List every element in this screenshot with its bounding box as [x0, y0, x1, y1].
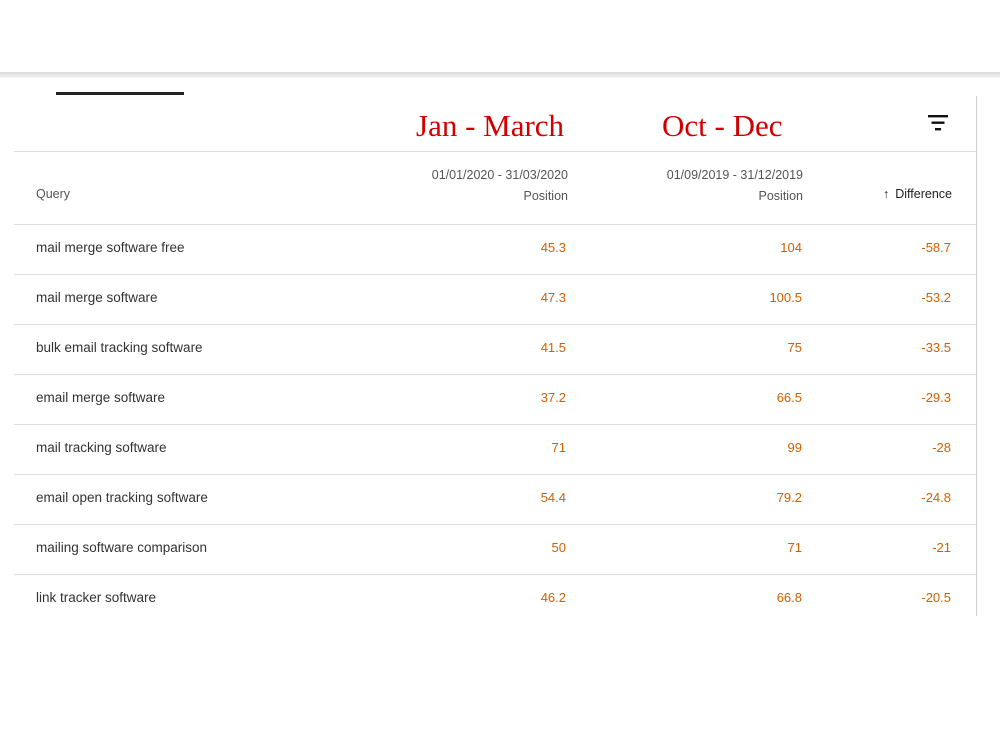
previous-position-cell: 71: [787, 540, 802, 555]
previous-position-cell: 104: [780, 240, 802, 255]
previous-position-cell: 100.5: [769, 290, 802, 305]
difference-cell: -24.8: [921, 490, 951, 505]
query-cell: email open tracking software: [36, 490, 208, 505]
active-tab-indicator: [56, 92, 184, 95]
table-row[interactable]: [14, 475, 976, 525]
filter-icon[interactable]: [928, 114, 948, 132]
annotation-jan-march: Jan - March: [416, 108, 565, 143]
difference-cell: -21: [932, 540, 951, 555]
annotation-oct-dec: Oct - Dec: [662, 108, 783, 143]
difference-cell: -20.5: [921, 590, 951, 605]
current-position-cell: 50: [551, 540, 566, 555]
table-row[interactable]: [14, 325, 976, 375]
current-period-metric: Position: [523, 189, 568, 203]
queries-table-card: [14, 96, 977, 616]
current-position-cell: 41.5: [540, 340, 566, 355]
query-cell: email merge software: [36, 390, 166, 405]
query-cell: mail tracking software: [36, 440, 167, 455]
current-position-cell: 54.4: [540, 490, 566, 505]
table-row[interactable]: [14, 275, 976, 325]
difference-cell: -58.7: [921, 240, 951, 255]
top-divider: [0, 72, 1000, 78]
current-position-cell: 45.3: [540, 240, 566, 255]
query-cell: mail merge software: [36, 290, 158, 305]
previous-position-cell: 99: [787, 440, 802, 455]
difference-cell: -33.5: [921, 340, 951, 355]
table-row[interactable]: [14, 525, 976, 575]
previous-period-metric: Position: [758, 189, 803, 203]
previous-position-cell: 75: [787, 340, 802, 355]
column-header-previous-period[interactable]: [667, 165, 803, 207]
difference-cell: -28: [932, 440, 951, 455]
previous-position-cell: 66.5: [776, 390, 802, 405]
previous-period-dates: 01/09/2019 - 31/12/2019: [666, 168, 803, 182]
current-position-cell: 71: [551, 440, 566, 455]
difference-label: Difference: [895, 187, 952, 201]
column-header-query[interactable]: Query: [36, 187, 71, 201]
query-cell: mailing software comparison: [36, 540, 208, 555]
difference-cell: -29.3: [921, 390, 951, 405]
column-header-difference[interactable]: [883, 187, 952, 201]
query-cell: mail merge software free: [36, 240, 185, 255]
current-position-cell: 47.3: [540, 290, 566, 305]
current-position-cell: 37.2: [540, 390, 566, 405]
current-period-dates: 01/01/2020 - 31/03/2020: [431, 168, 568, 182]
table-row[interactable]: [14, 425, 976, 475]
table-row[interactable]: [14, 225, 976, 275]
arrow-up-icon: ↑: [883, 187, 890, 201]
table-row[interactable]: [14, 375, 976, 425]
table-header: [14, 152, 976, 225]
previous-position-cell: 66.8: [776, 590, 802, 605]
previous-position-cell: 79.2: [776, 490, 802, 505]
table-body: [14, 225, 976, 616]
current-position-cell: 46.2: [540, 590, 566, 605]
column-header-current-period[interactable]: [432, 165, 568, 207]
query-cell: bulk email tracking software: [36, 340, 203, 355]
difference-cell: -53.2: [921, 290, 951, 305]
annotation-row: [14, 96, 976, 152]
table-row[interactable]: [14, 575, 976, 616]
query-cell: link tracker software: [36, 590, 157, 605]
